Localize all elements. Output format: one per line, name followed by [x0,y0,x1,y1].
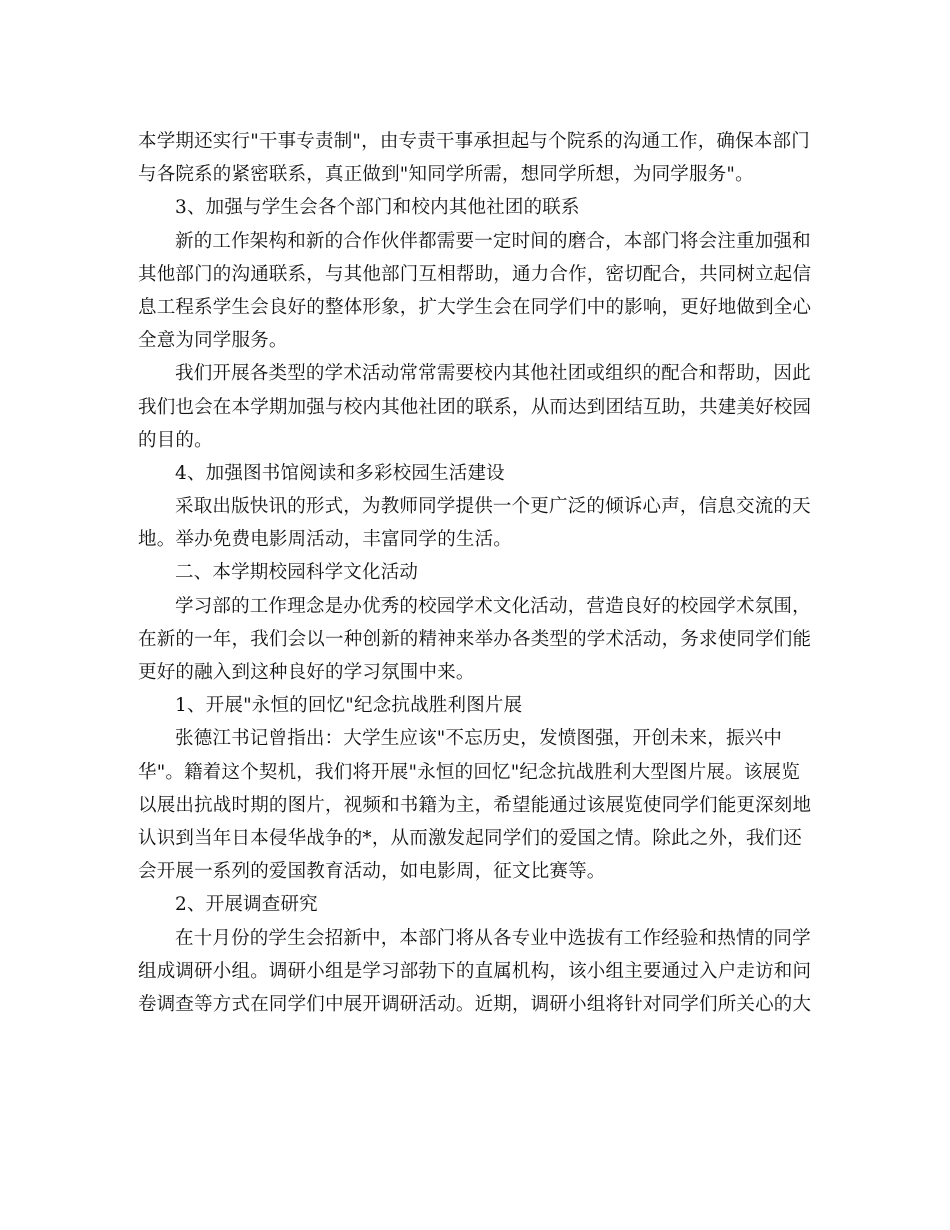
text-line: 更好的融入到这种良好的学习氛围中来。 [138,662,475,683]
text-line: 本学期还实行"干事专责制"，由专责干事承担起与个院系的沟通工作，确保本部门 [138,131,810,152]
text-line: 在新的一年，我们会以一种创新的精神来举办各类型的学术活动，务求使同学们能 [138,628,812,650]
text-line: 我们开展各类型的学术活动常常需要校内其他社团或组织的配合和帮助，因此 [175,363,811,385]
text-line: 的目的。 [138,429,213,451]
text-line: 4、加强图书馆阅读和多彩校园生活建设 [175,462,505,484]
text-line: 采取出版快讯的形式，为教师同学提供一个更广泛的倾诉心声，信息交流的天 [175,496,811,518]
text-line: 全意为同学服务。 [138,330,288,352]
text-line: 认识到当年日本侵华战争的*，从而激发起同学们的爱国之情。除此之外，我们还 [138,827,802,849]
text-line: 与各院系的紧密联系，真正做到"知同学所需，想同学所想，为同学服务"。 [138,164,754,186]
text-line: 新的工作架构和新的合作伙伴都需要一定时间的磨合，本部门将会注重加强和 [175,230,811,252]
text-line: 会开展一系列的爱国教育活动，如电影周，征文比赛等。 [138,861,606,883]
text-line: 在十月份的学生会招新中，本部门将从各专业中选拔有工作经验和热情的同学 [175,927,811,949]
text-line: 张德江书记曾指出：大学生应该"不忘历史，发愤图强，开创未来，振兴中 [175,728,783,750]
text-line: 2、开展调查研究 [175,894,318,916]
text-line: 3、加强与学生会各个部门和校内其他社团的联系 [175,197,580,219]
text-line: 学习部的工作理念是办优秀的校园学术文化活动，营造良好的校园学术氛围， [175,595,811,617]
text-line: 组成调研小组。调研小组是学习部勃下的直属机构，该小组主要通过入户走访和问 [138,960,812,982]
text-line: 华"。籍着这个契机，我们将开展"永恒的回忆"纪念抗战胜利大型图片展。该展览 [138,761,800,783]
text-line: 我们也会在本学期加强与校内其他社团的联系，从而达到团结互助，共建美好校园 [138,396,812,418]
text-line: 息工程系学生会良好的整体形象，扩大学生会在同学们中的影响，更好地做到全心 [138,296,812,318]
text-line: 以展出抗战时期的图片，视频和书籍为主，希望能通过该展览使同学们能更深刻地 [138,794,812,816]
text-line: 1、开展"永恒的回忆"纪念抗战胜利图片展 [175,695,523,717]
text-line: 地。举办免费电影周活动，丰富同学的生活。 [138,529,513,551]
text-line: 二、本学期校园科学文化活动 [175,562,419,584]
document-body [138,125,810,1021]
text-line: 卷调查等方式在同学们中展开调研活动。近期，调研小组将针对同学们所关心的大 [138,993,812,1015]
text-line: 其他部门的沟通联系，与其他部门互相帮助，通力合作，密切配合，共同树立起信 [138,263,812,285]
